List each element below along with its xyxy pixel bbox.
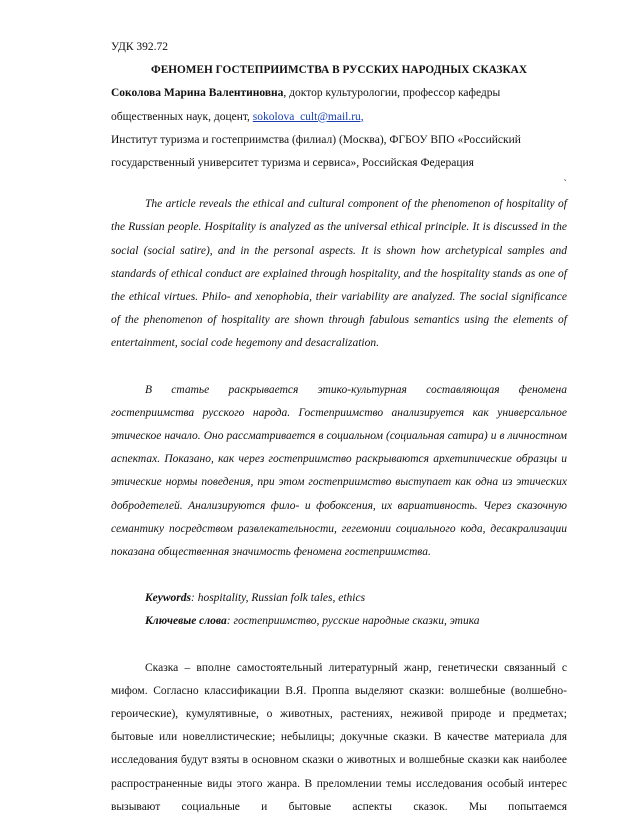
article-body [111,36,567,819]
author-name: Соколова Марина Валентиновна [111,87,284,100]
body-paragraph: Сказка – вполне самостоятельный литературный жанр, генетически связанный с мифом. Согласно классификации В.Я. Проппа выделяют сказки: волшебные (волшебно-героические), кумулятивные, о животных, растениях, неживой природе и предметах; бытовые или новеллистические; небылицы; докучные сказки. В качестве материала для исследования будут взяты в основном сказки о животных и волшебные сказки как наиболее распространенные виды этого жанра. В преломлении темы исследования особый интерес вызывают социальные и бытовые аспекты сказок. Мы попытаемся [111,661,567,813]
keywords-ru-label: Ключевые слова [145,615,227,628]
keywords-english [111,587,567,610]
stray-mark: ` [563,178,567,191]
author-credentials: , доктор культурологии, профессор кафедры [283,87,501,100]
keywords-russian [111,610,567,633]
author-affiliation-cont: государственный университет туризма и сервиса», Российская Федерация [111,157,474,170]
article-title: ФЕНОМЕН ГОСТЕПРИИМСТВА В РУССКИХ НАРОДНЫХ СКАЗКАХ [151,64,527,77]
author-email-link[interactable]: sokolova_cult@mail.ru, [252,110,364,123]
abstract-russian: В статье раскрывается этико-культурная составляющая феномена гостеприимства русского народа. Гостеприимство анализируется как универсальное этическое начало. Оно рассматривается в социальном (социальная сатира) и в личностном аспектах. Показано, как через гостеприимство раскрываются архетипические образцы и этические нормы поведения, при этом гостеприимство выступает как одна из этических добродетелей. Анализируются фило- и фобоксения, их вариативность. Через сказочную семантику посредством развлекательности, гегемонии социального кода, десакрализации показана общественная значимость феномена гостеприимства. [111,383,567,559]
keywords-en-text: : hospitality, Russian folk tales, ethics [191,592,366,605]
abstract-english: The article reveals the ethical and cultural component of the phenomenon of hospitality of the Russian people. Hospitality is analyzed as the universal ethical principle. It is discussed in the social (social satire), and in the personal aspects. It is shown how archetypical samples and standards of ethical conduct are explained through hospitality, and the hospitality stands as one of the ethical virtues. Philo- and xenophobia, their variability are analyzed. The social significance of the phenomenon of hospitality are shown through fabulous semantics using the elements of entertainment, social code hegemony and desacralization. [111,198,567,350]
keywords-en-label: Keywords [145,592,191,605]
author-credentials-line [111,106,567,129]
author-credentials-cont: общественных наук, доцент, [111,110,253,123]
author-line [111,82,567,105]
author-affiliation: Институт туризма и гостеприимства (филиал) (Москва), ФГБОУ ВПО «Российский [111,133,521,146]
keywords-ru-text: : гостеприимство, русские народные сказки, этика [226,615,480,628]
udc-code: УДК 392.72 [111,41,168,53]
